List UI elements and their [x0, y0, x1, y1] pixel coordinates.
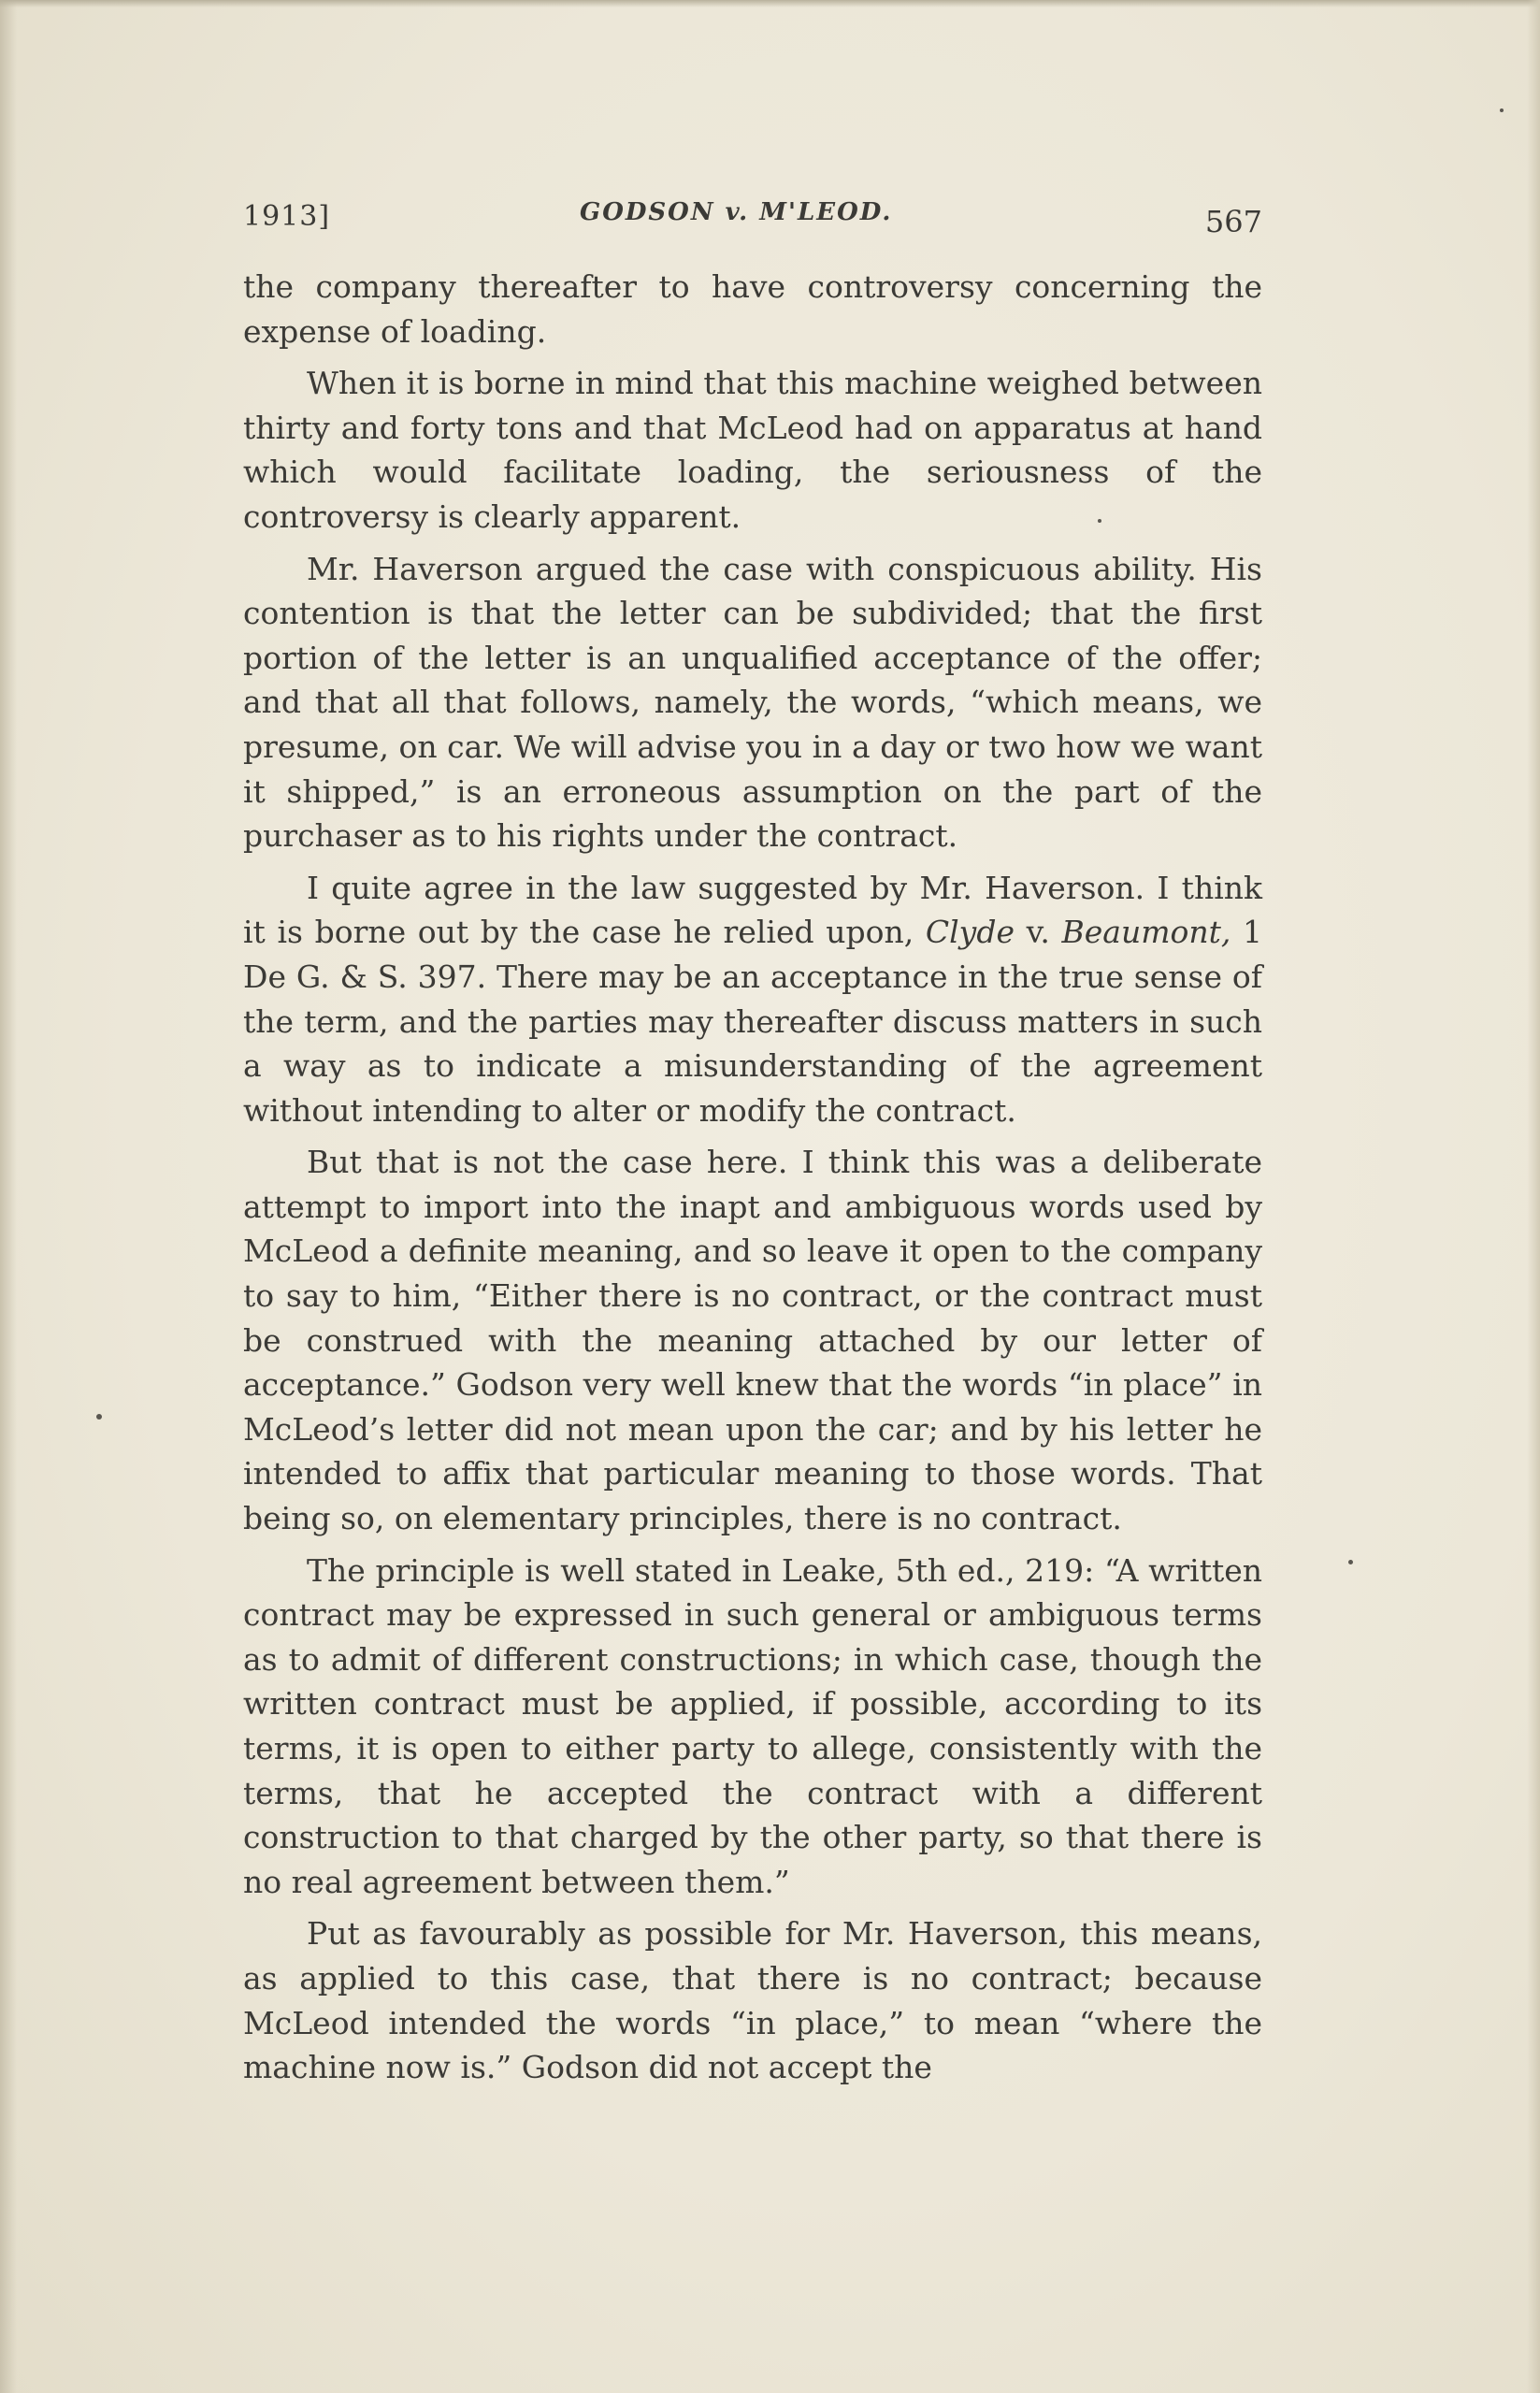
- paragraph-6: The principle is well stated in Leake, 5th ed., 219: “A written contract may be expressed in such general or ambiguous terms as to admit of different constructions; in which case, though the written contract must be applied, if possible, according to its terms, it is open to either party to allege, consistently with the terms, that he accepted the contract with a different construction to that charged by the other party, so that there is no real agreement between them.”: [243, 1551, 1262, 1900]
- ink-speck: [1348, 1560, 1353, 1564]
- case-name-beaumont: Beaumont,: [1061, 914, 1231, 951]
- running-title: GODSON v. M'LEOD.: [580, 198, 893, 226]
- body-text: [243, 265, 1262, 2097]
- paragraph-1: the company thereafter to have controversy concerning the expense of loading.: [243, 268, 1262, 350]
- paragraph-7: Put as favourably as possible for Mr. Haverson, this means, as applied to this case, that there is no contract; because McLeod intended the words “in place,” to mean “where the machine now is.” Godson did not accept the: [243, 1915, 1262, 2086]
- paragraph-3: Mr. Haverson argued the case with conspicuous ability. His contention is that the letter can be subdivided; that the first portion of the letter is an unqualified acceptance of the offer; and that all that follows, namely, the words, “which means, we presume, on car. We will advise you in a day or two how we want it shipped,” is an erroneous assumption on the part of the purchaser as to his rights under the contract.: [243, 550, 1262, 855]
- ink-speck: [96, 1414, 102, 1420]
- page-left-edge-shadow: [0, 0, 17, 2393]
- paragraph-4: [243, 866, 1262, 1133]
- paragraph-4-text-after: 1 De G. & S. 397. There may be an acceptance in the true sense of the term, and the parties may thereafter discuss matters in such a way as to indicate a misunderstanding of the agreement without intending to alter or modify the contract.: [243, 914, 1262, 1129]
- page-number: 567: [1204, 204, 1262, 239]
- header-year: 1913]: [243, 200, 331, 233]
- paragraph-2: When it is borne in mind that this machine weighed between thirty and forty tons and that McLeod had on apparatus at hand which would facilitate loading, the seriousness of the controversy is clearly apparent.: [243, 365, 1262, 535]
- page-right-edge-shadow: [1527, 0, 1540, 2393]
- page-top-edge-shadow: [0, 0, 1540, 7]
- ink-speck: [1500, 108, 1504, 112]
- ink-speck: [1098, 519, 1101, 523]
- paragraph-4-versus: v.: [1014, 914, 1062, 951]
- running-header: [243, 195, 1262, 241]
- paragraph-5: But that is not the case here. I think this was a deliberate attempt to import into the inapt and ambiguous words used by McLeod a definite meaning, and so leave it open to the company to say to him, “Either there is no contract, or the contract must be construed with the meaning attached by our letter of acceptance.” Godson very well knew that the words “in place” in McLeod’s letter did not mean upon the car; and by his letter he intended to affix that particular meaning to those words. That being so, on elementary principles, there is no contract.: [243, 1144, 1262, 1537]
- paragraph-4-text-before: I quite agree in the law suggested by Mr. Haverson. I think it is borne out by the case he relied upon,: [243, 869, 1262, 951]
- case-name-clyde: Clyde: [925, 914, 1015, 951]
